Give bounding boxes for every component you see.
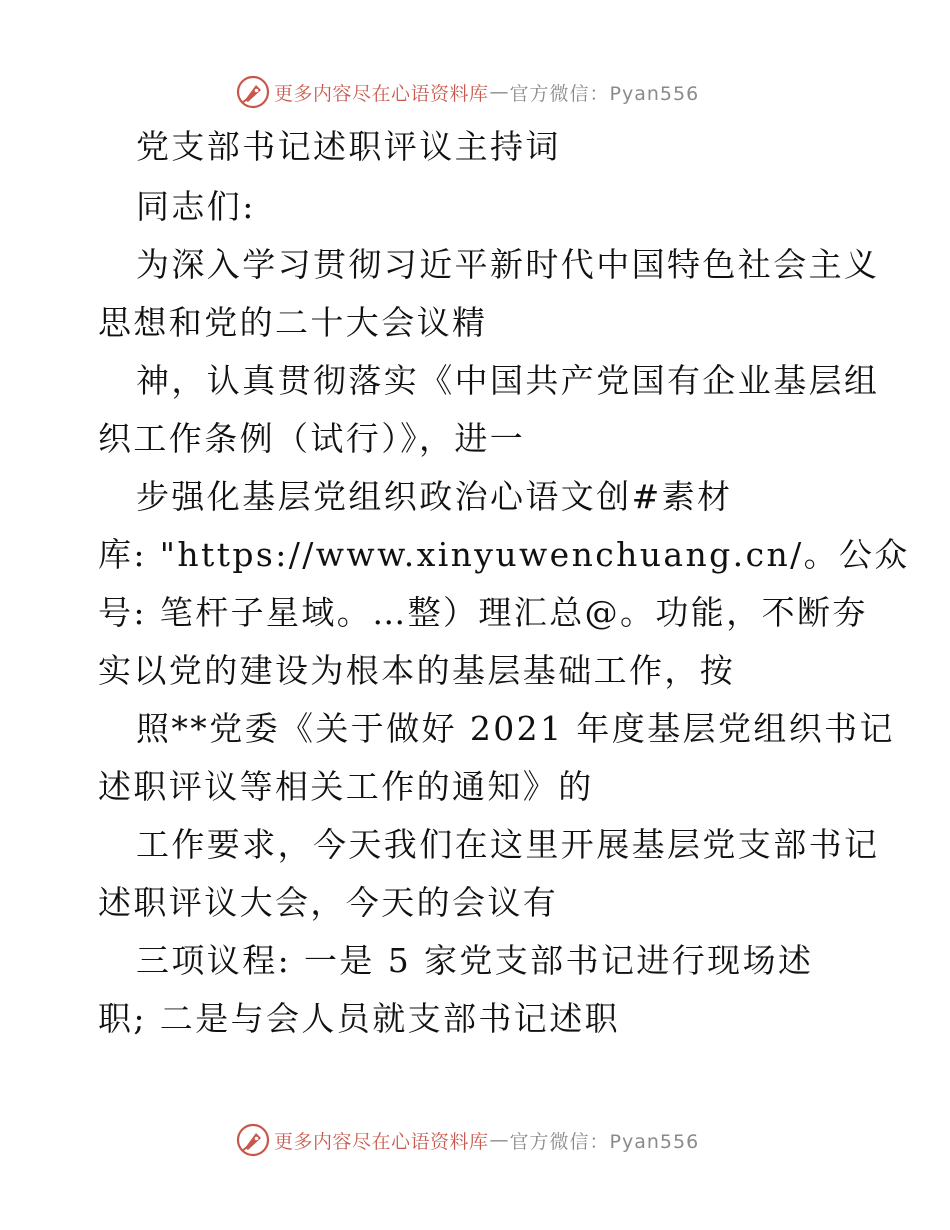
watermark-brand-text: 更多内容尽在心语资料库 [274, 1130, 489, 1153]
body-line: 职; 二是与会人员就支部书记述职 [98, 999, 621, 1038]
footer-watermark [236, 1122, 699, 1158]
body-line: 三项议程: 一是 5 家党支部书记进行现场述 [136, 941, 814, 980]
body-line: 神，认真贯彻落实《中国共产党国有企业基层组 [136, 361, 880, 400]
watermark-contact-text: 官方微信：Pyan556 [509, 82, 700, 105]
body-line: 步强化基层党组织政治心语文创#素材 [136, 477, 733, 516]
body-line: 述职评议大会，今天的会议有 [98, 883, 559, 922]
watermark-contact-text: 官方微信：Pyan556 [509, 1130, 700, 1153]
header-watermark [236, 74, 699, 110]
pen-nib-icon [236, 75, 270, 109]
pen-nib-icon [236, 1123, 270, 1157]
body-line: 思想和党的二十大会议精 [98, 303, 488, 342]
body-line: 织工作条例（试行）》，进一 [98, 419, 526, 458]
watermark-dash: — [489, 81, 509, 103]
body-line: 库: "https://www.xinyuwenchuang.cn/。公众 [98, 535, 910, 574]
body-line: 工作要求，今天我们在这里开展基层党支部书记 [136, 825, 880, 864]
watermark-dash: — [489, 1129, 509, 1151]
body-line: 为深入学习贯彻习近平新时代中国特色社会主义 [136, 245, 880, 284]
watermark-brand-text: 更多内容尽在心语资料库 [274, 82, 489, 105]
body-line: 照**党委《关于做好 2021 年度基层党组织书记 [136, 709, 895, 748]
body-line: 实以党的建设为根本的基层基础工作，按 [98, 651, 736, 690]
document-title: 党支部书记述职评议主持词 [136, 127, 561, 166]
salutation: 同志们: [136, 187, 256, 226]
body-line: 号: 笔杆子星域。…整）理汇总@。功能，不断夯 [98, 593, 868, 632]
body-line: 述职评议等相关工作的通知》的 [98, 767, 594, 806]
